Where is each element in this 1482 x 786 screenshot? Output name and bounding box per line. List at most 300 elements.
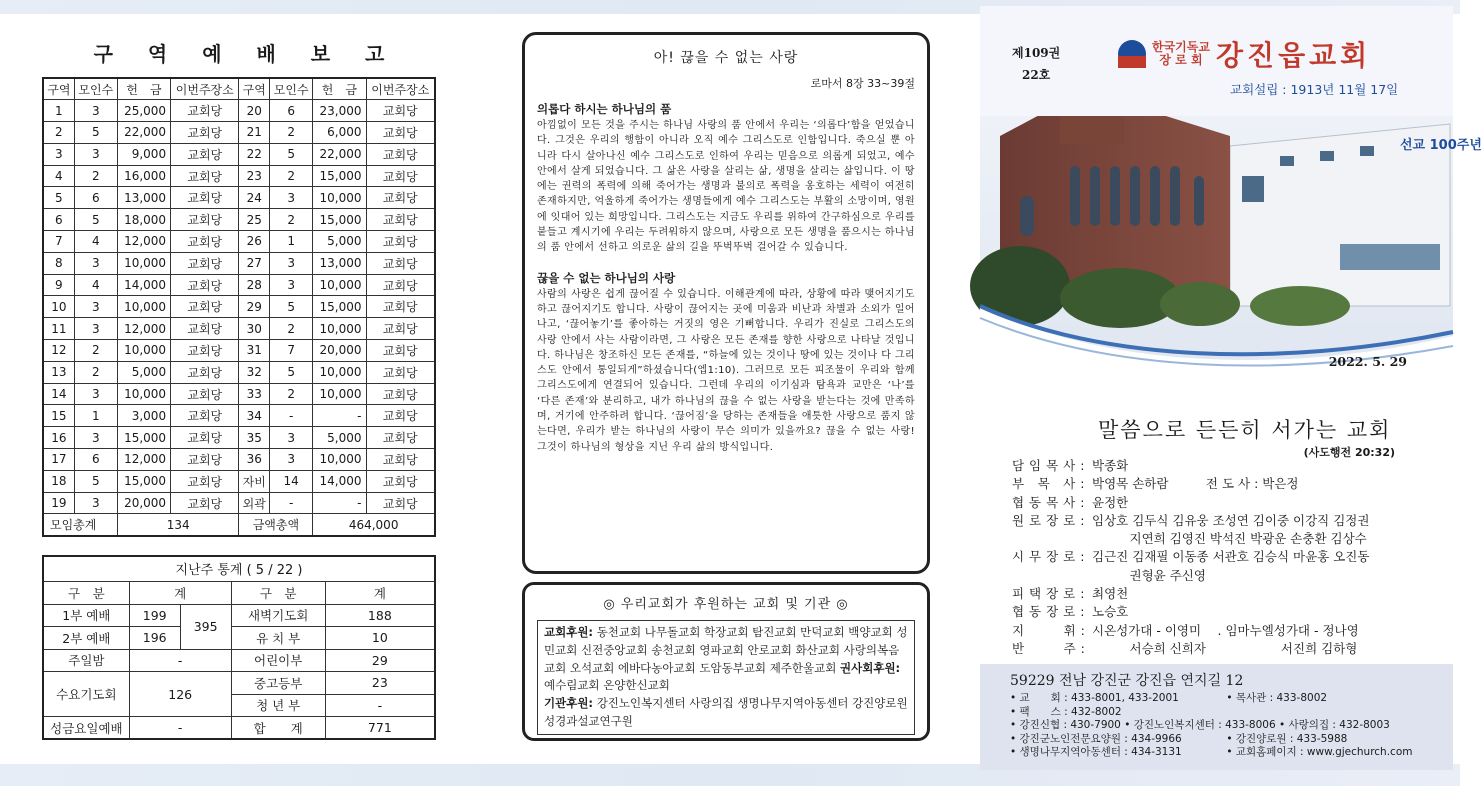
staff-names: 시온성가대 - 이영미 . 임마누엘성가대 - 정나영 xyxy=(1092,622,1359,638)
report-cell: - xyxy=(313,405,366,427)
stat-label-kinder: 유 치 부 xyxy=(231,627,325,650)
report-title: 구 역 예 배 보 고 xyxy=(93,42,399,66)
report-cell: 18,000 xyxy=(117,209,170,231)
report-cell: 30 xyxy=(239,318,270,340)
report-cell: 교회당 xyxy=(366,209,435,231)
table-row xyxy=(43,122,435,144)
support-box xyxy=(522,582,930,741)
front-cover-column xyxy=(980,0,1482,786)
staff-role: 피 택 장 로 : xyxy=(1012,586,1085,602)
stat-label-youth: 중고등부 xyxy=(231,672,325,695)
table-row xyxy=(43,165,435,187)
report-cell: 교회당 xyxy=(366,274,435,296)
stat-good-friday: - xyxy=(129,717,231,740)
report-cell: 23 xyxy=(239,165,270,187)
report-cell: 20,000 xyxy=(313,340,366,362)
report-cell: 10,000 xyxy=(313,318,366,340)
report-cell: 3 xyxy=(270,187,313,209)
report-cell: 교회당 xyxy=(366,492,435,514)
contact-item: • 강진양로원 : 433-5988 xyxy=(1226,732,1348,745)
report-cell: 1 xyxy=(270,231,313,253)
staff-names: 노승호 xyxy=(1092,604,1129,620)
report-header-0: 구역 xyxy=(43,78,74,100)
report-cell: 22 xyxy=(239,143,270,165)
report-cell: 3 xyxy=(270,252,313,274)
church-motto: 말씀으로 든든히 서가는 교회 xyxy=(1098,418,1392,442)
report-cell: 10,000 xyxy=(313,383,366,405)
report-cell: 교회당 xyxy=(171,361,239,383)
report-cell: 26 xyxy=(239,231,270,253)
report-cell: 5 xyxy=(74,122,117,144)
report-cell: 교회당 xyxy=(171,252,239,274)
staff-row xyxy=(1012,622,1432,640)
org-support-list: 강진노인복지센터 사랑의집 생명나무지역아동센터 강진양로원 성경과설교연구원 xyxy=(544,696,908,728)
report-cell: 7 xyxy=(43,231,74,253)
report-cell: 3 xyxy=(74,252,117,274)
contact-line xyxy=(1010,733,1423,747)
report-cell: 10 xyxy=(43,296,74,318)
contact-item: • 강진신협 : 430-7900 • 강진노인복지센터 : 433-8006 • 사랑의집 : 432-8003 xyxy=(1010,719,1390,731)
table-row xyxy=(43,470,435,492)
report-cell: 20,000 xyxy=(117,492,170,514)
stat-service2: 196 xyxy=(129,627,180,650)
address-block xyxy=(980,664,1453,770)
report-cell: 2 xyxy=(43,122,74,144)
church-emblem-icon xyxy=(1118,40,1146,68)
report-cell: 3 xyxy=(74,318,117,340)
report-cell: 교회당 xyxy=(366,100,435,122)
staff-names: 임상호 김두식 김유웅 조성연 김이중 이강직 김정권 xyxy=(1092,512,1370,528)
sermon-paragraph-2: 사람의 사랑은 쉽게 끊어질 수 있습니다. 이해관계에 따라, 상황에 따라 맺어지기도 하고 끊어지기도 합니다. 사랑이 끊어지는 곳에 미움과 비난과 차별과 소외가 일어나고, ‘끊어놓기’를 좋아하는 거짓의 영은 기뻐합니다. 우리가 진실로 그리스도의 사랑 안에서 사는 사람이라면, 그 사랑은 모든 존재를 향한 사랑으로 나타날 것입니다. 하나님은 창조하신 모든 존재를, “하늘에 있는 것이나 땅에 있는 것이나 다 그리스도 안에서 통일되게”하셨습니다(엡1:10). 그러므로 모든 피조물이 우리와 함께 그리스도에게 연결되어 있습니다. 그런데 우리의 이기심과 탐욕과 교만은 ‘나’를 ‘다른 존재’와 분리하고, 내가 하나님의 끊을 수 없는 사랑을 받는다는 것에 만족하며, 거기에 안주하려 합니다. ‘끊어짐’을 당하는 존재들을 애틋한 사랑으로 품지 않는다면, 우리가 받는 하나님의 사랑이 무슨 의미가 있을까요? 끊을 수 없는 사랑! 그것이 하나님의 형상을 지닌 우리 삶의 방식입니다. xyxy=(537,288,915,453)
report-cell: 교회당 xyxy=(366,470,435,492)
report-cell: 외곽 xyxy=(239,492,270,514)
report-cell: 10,000 xyxy=(117,296,170,318)
report-cell: 교회당 xyxy=(366,231,435,253)
report-cell: 교회당 xyxy=(171,492,239,514)
report-cell: 3 xyxy=(270,449,313,471)
church-support-list: 동천교회 나무돌교회 학장교회 탐진교회 만덕교회 백양교회 성민교회 신전중앙교회 송천교회 영파교회 안로교회 화산교회 사랑의복음교회 오석교회 에바다농아교회 도암동부교회 제주한울교회 xyxy=(544,625,908,675)
report-cell: 5 xyxy=(270,361,313,383)
table-row xyxy=(43,143,435,165)
table-row xyxy=(43,492,435,514)
staff-role: 협 동 장 로 : xyxy=(1012,604,1085,620)
report-cell: 29 xyxy=(239,296,270,318)
report-cell: 12,000 xyxy=(117,449,170,471)
staff-names: 지연희 김영진 박석진 박광운 손충환 김상수 xyxy=(1092,531,1367,547)
report-cell: 5 xyxy=(74,470,117,492)
report-cell: 5 xyxy=(270,296,313,318)
report-cell: 14,000 xyxy=(117,274,170,296)
issue-number xyxy=(1012,42,1060,86)
report-cell: 28 xyxy=(239,274,270,296)
volume-number: 제109권 xyxy=(1012,46,1061,60)
contact-item: • 목사관 : 433-8002 xyxy=(1226,692,1328,704)
contact-line xyxy=(1010,719,1423,733)
stat-sum: 771 xyxy=(325,717,435,740)
report-cell: 교회당 xyxy=(171,122,239,144)
report-cell: 교회당 xyxy=(171,143,239,165)
stat-label-children: 어린이부 xyxy=(231,649,325,672)
sermon-column xyxy=(522,32,930,741)
staff-row xyxy=(1012,512,1432,530)
report-cell: - xyxy=(313,492,366,514)
report-cell: 2 xyxy=(270,318,313,340)
report-cell: 5,000 xyxy=(117,361,170,383)
stat-label-good-friday: 성금요일예배 xyxy=(43,717,129,740)
report-cell: 2 xyxy=(270,165,313,187)
report-cell: 22,000 xyxy=(117,122,170,144)
staff-names: 박영목 손하람 전 도 사 : 박은정 xyxy=(1092,476,1299,492)
staff-role xyxy=(1012,530,1092,548)
support-list xyxy=(537,620,915,735)
report-cell: 14 xyxy=(43,383,74,405)
report-cell: 10,000 xyxy=(117,383,170,405)
founding-date: 교회설립 : 1913년 11월 17일 xyxy=(1230,82,1399,97)
report-cell: 10,000 xyxy=(313,361,366,383)
staff-names: 최영천 xyxy=(1092,586,1129,602)
report-cell: 3 xyxy=(74,100,117,122)
issue-label: 22호 xyxy=(1021,68,1051,82)
contact-line xyxy=(1010,706,1423,720)
table-row xyxy=(43,100,435,122)
report-cell: 4 xyxy=(74,274,117,296)
report-cell: 5,000 xyxy=(313,231,366,253)
elder-support-list: 예수림교회 온양한신교회 xyxy=(544,678,670,693)
table-row xyxy=(43,405,435,427)
table-row xyxy=(43,449,435,471)
report-cell: 6 xyxy=(74,449,117,471)
contact-item xyxy=(1290,706,1423,720)
report-cell: 6,000 xyxy=(313,122,366,144)
report-cell: 16 xyxy=(43,427,74,449)
stats-head-category: 구 분 xyxy=(43,582,129,605)
report-cell: 10,000 xyxy=(117,252,170,274)
stat-label-dawn: 새벽기도회 xyxy=(231,604,325,627)
report-cell: 9,000 xyxy=(117,143,170,165)
staff-names: 서승희 신희자 서진희 김하형 xyxy=(1092,640,1358,656)
stat-service-sum: 395 xyxy=(180,604,231,649)
report-cell: 3 xyxy=(74,492,117,514)
report-cell: 2 xyxy=(74,165,117,187)
report-cell: 15 xyxy=(43,405,74,427)
report-cell: 교회당 xyxy=(366,318,435,340)
staff-row xyxy=(1012,640,1432,658)
report-cell: 10,000 xyxy=(313,449,366,471)
staff-row xyxy=(1012,567,1432,585)
report-cell: 24 xyxy=(239,187,270,209)
report-cell: 21 xyxy=(239,122,270,144)
total-amount-label: 금액총액 xyxy=(239,514,313,536)
stat-children: 29 xyxy=(325,649,435,672)
report-cell: 14,000 xyxy=(313,470,366,492)
staff-row xyxy=(1012,585,1432,603)
table-row xyxy=(43,361,435,383)
stats-head-total: 계 xyxy=(129,582,231,605)
motto-reference: (사도행전 20:32) xyxy=(1303,446,1395,459)
report-header-3: 이번주장소 xyxy=(171,78,239,100)
church-logo xyxy=(1118,34,1371,74)
staff-row xyxy=(1012,548,1432,566)
report-cell: 6 xyxy=(270,100,313,122)
report-cell: 교회당 xyxy=(366,449,435,471)
stat-label-sunday-night: 주일밤 xyxy=(43,649,129,672)
church-support-label: 교회후원: xyxy=(544,625,594,639)
report-cell: 교회당 xyxy=(366,427,435,449)
table-row xyxy=(43,187,435,209)
sermon-reference: 로마서 8장 33~39절 xyxy=(810,77,915,90)
report-cell: - xyxy=(270,492,313,514)
staff-row xyxy=(1012,457,1432,475)
report-cell: 교회당 xyxy=(171,427,239,449)
total-amount: 464,000 xyxy=(313,514,435,536)
staff-role: 담 임 목 사 : xyxy=(1012,458,1085,473)
report-cell: 19 xyxy=(43,492,74,514)
report-cell: 14 xyxy=(270,470,313,492)
elder-support-label: 권사회후원: xyxy=(840,660,901,675)
total-count: 134 xyxy=(117,514,239,536)
report-cell: 교회당 xyxy=(366,361,435,383)
report-cell: 2 xyxy=(270,122,313,144)
contact-item: • 교 회 : 433-8001, 433-2001 xyxy=(1010,692,1179,704)
report-cell: 교회당 xyxy=(171,470,239,492)
contact-item: • 팩 스 : 432-8002 xyxy=(1010,705,1122,718)
report-cell: 2 xyxy=(270,209,313,231)
stats-head-category-2: 구 분 xyxy=(231,582,325,605)
sermon-heading-1: 의롭다 하시는 하나님의 품 xyxy=(537,102,672,116)
table-row xyxy=(43,296,435,318)
report-cell: 35 xyxy=(239,427,270,449)
staff-names: 김근진 김재필 이동종 서관호 김승식 마윤홍 오진동 xyxy=(1092,549,1370,565)
report-cell: 13 xyxy=(43,361,74,383)
report-cell: 교회당 xyxy=(366,187,435,209)
report-cell: 3,000 xyxy=(117,405,170,427)
report-header-7: 이번주장소 xyxy=(366,78,435,100)
table-row xyxy=(43,209,435,231)
report-cell: 5 xyxy=(43,187,74,209)
report-header-2: 헌 금 xyxy=(117,78,170,100)
stat-label-wednesday: 수요기도회 xyxy=(43,672,129,717)
sermon-heading-2: 끊을 수 없는 하나님의 사랑 xyxy=(537,270,676,285)
report-cell: 10,000 xyxy=(117,340,170,362)
report-cell: 3 xyxy=(74,427,117,449)
report-cell: 15,000 xyxy=(313,296,366,318)
stat-sunday-night: - xyxy=(129,649,231,672)
staff-role: 반 주 : xyxy=(1012,640,1086,656)
stat-label-sum: 합 계 xyxy=(231,717,325,740)
report-cell: 3 xyxy=(270,427,313,449)
report-cell: 25 xyxy=(239,209,270,231)
report-header-4: 구역 xyxy=(239,78,270,100)
report-cell: 31 xyxy=(239,340,270,362)
church-address: 59229 전남 강진군 강진읍 연지길 12 xyxy=(1010,673,1244,689)
contact-item xyxy=(1390,719,1423,733)
staff-names: 윤정한 xyxy=(1092,494,1129,510)
report-cell: 자비 xyxy=(239,470,270,492)
table-row xyxy=(43,318,435,340)
bulletin-date: 2022. 5. 29 xyxy=(1328,354,1407,369)
weekly-stats-table xyxy=(42,555,436,741)
report-cell: 3 xyxy=(270,274,313,296)
report-cell: 7 xyxy=(270,340,313,362)
stats-head-total-2: 계 xyxy=(325,582,435,605)
support-title: ◎ 우리교회가 후원하는 교회 및 기관 ◎ xyxy=(603,597,849,612)
report-cell: 교회당 xyxy=(171,209,239,231)
church-name: 강진읍교회 xyxy=(1215,39,1372,72)
report-cell: 5 xyxy=(74,209,117,231)
report-cell: 교회당 xyxy=(366,122,435,144)
report-cell: 15,000 xyxy=(117,427,170,449)
report-cell: 36 xyxy=(239,449,270,471)
table-row xyxy=(43,340,435,362)
report-cell: 3 xyxy=(74,296,117,318)
report-cell: 교회당 xyxy=(366,405,435,427)
stat-label-service1: 1부 예배 xyxy=(43,604,129,627)
contact-item: • 교회홈페이지 : www.gjechurch.com xyxy=(1226,746,1413,758)
report-cell: 8 xyxy=(43,252,74,274)
report-cell: 교회당 xyxy=(171,187,239,209)
report-cell: 교회당 xyxy=(171,274,239,296)
report-cell: 교회당 xyxy=(171,383,239,405)
contact-list xyxy=(1010,692,1423,760)
report-cell: 교회당 xyxy=(171,100,239,122)
report-cell: 6 xyxy=(74,187,117,209)
table-row xyxy=(43,427,435,449)
staff-role: 시 무 장 로 : xyxy=(1012,549,1085,565)
staff-role xyxy=(1012,567,1092,585)
report-cell: 4 xyxy=(43,165,74,187)
report-cell: 13,000 xyxy=(313,252,366,274)
table-row xyxy=(43,252,435,274)
report-header-1: 모인수 xyxy=(74,78,117,100)
report-cell: 12,000 xyxy=(117,231,170,253)
report-cell: - xyxy=(270,405,313,427)
stat-label-young-adult: 청 년 부 xyxy=(231,694,325,717)
report-cell: 10,000 xyxy=(313,187,366,209)
report-cell: 5 xyxy=(270,143,313,165)
report-cell: 12 xyxy=(43,340,74,362)
report-cell: 13,000 xyxy=(117,187,170,209)
report-cell: 2 xyxy=(74,340,117,362)
report-cell: 교회당 xyxy=(171,449,239,471)
report-header-6: 헌 금 xyxy=(313,78,366,100)
report-cell: 교회당 xyxy=(366,165,435,187)
staff-role: 원 로 장 로 : xyxy=(1012,512,1085,528)
report-cell: 15,000 xyxy=(313,209,366,231)
report-cell: 교회당 xyxy=(171,296,239,318)
staff-row xyxy=(1012,530,1432,548)
report-cell: 1 xyxy=(43,100,74,122)
staff-names: 권형윤 주신영 xyxy=(1092,567,1206,583)
contact-line xyxy=(1010,692,1423,706)
report-cell: 33 xyxy=(239,383,270,405)
report-cell: 교회당 xyxy=(366,143,435,165)
report-cell: 5,000 xyxy=(313,427,366,449)
report-cell: 교회당 xyxy=(171,318,239,340)
report-cell: 2 xyxy=(74,361,117,383)
staff-role: 부 목 사 : xyxy=(1012,476,1085,492)
denomination xyxy=(1152,41,1210,67)
report-cell: 32 xyxy=(239,361,270,383)
contact-line xyxy=(1010,746,1423,760)
report-cell: 3 xyxy=(74,383,117,405)
report-cell: 2 xyxy=(270,383,313,405)
staff-row xyxy=(1012,494,1432,512)
report-cell: 교회당 xyxy=(366,296,435,318)
report-cell: 18 xyxy=(43,470,74,492)
stat-youth: 23 xyxy=(325,672,435,695)
staff-row xyxy=(1012,603,1432,621)
report-cell: 27 xyxy=(239,252,270,274)
report-cell: 17 xyxy=(43,449,74,471)
report-cell: 1 xyxy=(74,405,117,427)
table-row xyxy=(43,231,435,253)
report-cell: 15,000 xyxy=(117,470,170,492)
report-cell: 22,000 xyxy=(313,143,366,165)
report-cell: 12,000 xyxy=(117,318,170,340)
denomination-line-1: 한국기독교 xyxy=(1152,40,1210,54)
report-cell: 6 xyxy=(43,209,74,231)
report-cell: 11 xyxy=(43,318,74,340)
report-cell: 10,000 xyxy=(313,274,366,296)
stat-young-adult: - xyxy=(325,694,435,717)
report-cell: 3 xyxy=(74,143,117,165)
staff-role: 협 동 목 사 : xyxy=(1012,494,1085,510)
staff-names: 박종화 xyxy=(1092,458,1129,473)
table-row xyxy=(43,274,435,296)
district-report-table xyxy=(42,77,436,537)
stat-label-service2: 2부 예배 xyxy=(43,627,129,650)
stat-dawn: 188 xyxy=(325,604,435,627)
mission-banner: 선교 100주년 xyxy=(1400,138,1482,153)
denomination-line-2: 장 로 회 xyxy=(1159,53,1203,67)
sermon-paragraph-1: 아낌없이 모든 것을 주시는 하나님 사랑의 품 안에서 우리는 ‘의롭다’함을 얻었습니다. 그것은 우리의 행함이 아니라 오직 예수 그리스도로 인함입니다. 죽으실 뿐 아니라 다시 살아나신 예수 그리스도로 인하여 우리는 믿음으로 의롭게 되었고, 예수 안에서 살게 되었습니다. 그 삶은 사랑을 살리는 삶, 생명을 살리는 삶입니다. 이 땅에는 권력의 폭력에 의해 죽어가는 생명과 불의로 폭력을 옹호하는 세력이 여전히 존재하지만, 억울하게 죽어가는 생명들에게 예수 그리스도는 부활의 소망이며, 영원에 잇대어 있는 희망입니다. 그리스도는 지금도 우리를 위하여 간구하심으로 우리를 붙들고 계시기에 우리는 두려워하지 않으며, 사랑으로 모든 생명을 품으시는 하나님의 품 안에서 선하고 의로운 삶의 길을 뚜벅뚜벅 걸어갈 수 있습니다. xyxy=(537,120,915,254)
report-cell: 교회당 xyxy=(366,252,435,274)
stat-kinder: 10 xyxy=(325,627,435,650)
stat-wednesday: 126 xyxy=(129,672,231,717)
contact-item: • 생명나무지역아동센터 : 434-3131 xyxy=(1010,746,1182,758)
report-header-5: 모인수 xyxy=(270,78,313,100)
report-cell: 교회당 xyxy=(171,231,239,253)
district-report-column xyxy=(42,38,436,740)
report-cell: 9 xyxy=(43,274,74,296)
report-cell: 교회당 xyxy=(366,340,435,362)
report-cell: 4 xyxy=(74,231,117,253)
stat-service1: 199 xyxy=(129,604,180,627)
report-cell: 교회당 xyxy=(171,340,239,362)
org-support-label: 기관후원: xyxy=(544,696,594,711)
staff-role: 지 휘 : xyxy=(1012,622,1086,638)
report-cell: 3 xyxy=(43,143,74,165)
staff-row xyxy=(1012,475,1432,493)
report-cell: 15,000 xyxy=(313,165,366,187)
total-count-label: 모임총계 xyxy=(43,514,117,536)
stats-caption: 지난주 통계 ( 5 / 22 ) xyxy=(43,556,435,582)
report-total-row xyxy=(43,514,435,536)
report-cell: 20 xyxy=(239,100,270,122)
report-cell: 교회당 xyxy=(171,405,239,427)
contact-item: • 강진군노인전문요양원 : 434-9966 xyxy=(1010,732,1182,745)
report-cell: 교회당 xyxy=(171,165,239,187)
sermon-title: 아! 끊을 수 없는 사랑 xyxy=(653,50,799,66)
table-row xyxy=(43,383,435,405)
report-cell: 16,000 xyxy=(117,165,170,187)
sermon-box xyxy=(522,32,930,574)
report-cell: 34 xyxy=(239,405,270,427)
staff-list xyxy=(1012,457,1432,658)
report-cell: 23,000 xyxy=(313,100,366,122)
report-cell: 교회당 xyxy=(366,383,435,405)
report-cell: 25,000 xyxy=(117,100,170,122)
